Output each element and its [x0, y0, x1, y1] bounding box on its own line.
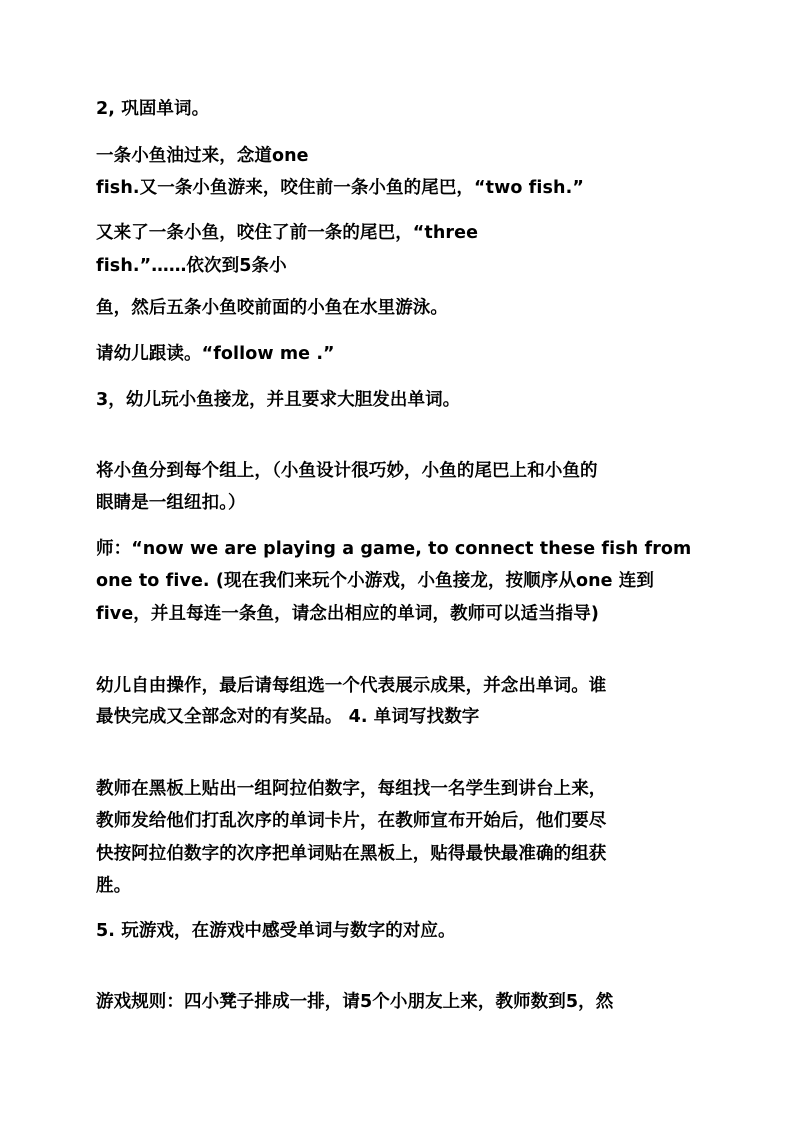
paragraph-line: fish.”……依次到5条小 [96, 256, 287, 276]
paragraph-line: 师：“now we are playing a game, to connect these fish from [96, 539, 692, 559]
paragraph-line: 快按阿拉伯数字的次序把单词贴在黑板上，贴得最快最准确的组获 [96, 844, 607, 864]
paragraph-line: 胜。 [96, 876, 132, 896]
paragraph-line: 最快完成又全部念对的有奖品。 4. 单词写找数字 [96, 707, 480, 727]
paragraph-line: 一条小鱼油过来，念道one [96, 146, 309, 166]
paragraph-line: 幼儿自由操作，最后请每组选一个代表展示成果，并念出单词。谁 [96, 676, 607, 696]
paragraph-line: 教师在黑板上贴出一组阿拉伯数字，每组找一名学生到讲台上来， [96, 779, 607, 799]
step-3-heading: 3，幼儿玩小鱼接龙，并且要求大胆发出单词。 [96, 390, 461, 410]
paragraph-line: 将小鱼分到每个组上，（小鱼设计很巧妙，小鱼的尾巴上和小鱼的 [96, 461, 598, 481]
paragraph-line: one to five. (现在我们来玩个小游戏，小鱼接龙，按顺序从one 连到 [96, 571, 654, 591]
paragraph-line: 又来了一条小鱼，咬住了前一条的尾巴，“three [96, 223, 479, 243]
paragraph-line: fish.又一条小鱼游来，咬住前一条小鱼的尾巴，“two fish.” [96, 178, 584, 198]
paragraph-line: 教师发给他们打乱次序的单词卡片，在教师宣布开始后，他们要尽 [96, 811, 607, 831]
paragraph-line: 眼睛是一组纽扣。） [96, 493, 246, 513]
paragraph-line: 鱼，然后五条小鱼咬前面的小鱼在水里游泳。 [96, 298, 448, 318]
paragraph-line: 游戏规则：四小凳子排成一排，请5个小朋友上来，教师数到5，然 [96, 992, 614, 1012]
paragraph-line: 请幼儿跟读。“follow me .” [96, 344, 335, 364]
step-5-heading: 5. 玩游戏，在游戏中感受单词与数字的对应。 [96, 921, 456, 941]
step-2-heading: 2, 巩固单词。 [96, 99, 210, 119]
paragraph-line: five，并且每连一条鱼，请念出相应的单词，教师可以适当指导) [96, 604, 599, 624]
